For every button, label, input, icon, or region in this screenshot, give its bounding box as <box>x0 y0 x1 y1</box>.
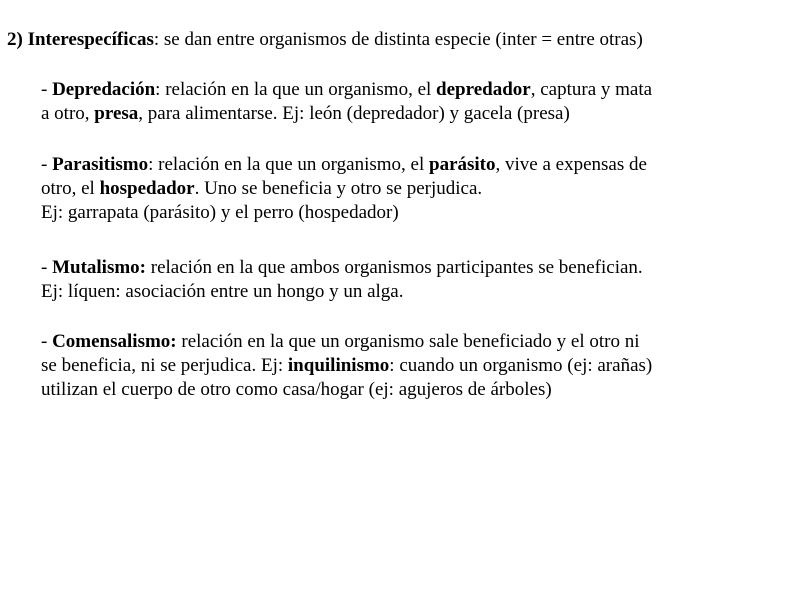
heading-text: : se dan entre organismos de distinta especie (inter = entre otras) <box>153 29 643 50</box>
item-term: Depredación <box>52 79 156 100</box>
item-line <box>41 354 781 378</box>
item-term: Mutalismo: <box>52 257 147 278</box>
item-line <box>41 177 781 201</box>
item-text: : cuando un organismo (ej: arañas) <box>389 355 653 376</box>
item-text: relación en la que un organismo sale beneficiado y el otro ni <box>176 331 640 352</box>
item-dash: - <box>41 331 53 352</box>
item-dash: - <box>41 79 53 100</box>
item-mutalismo <box>41 256 781 304</box>
item-bold-term: depredador <box>436 79 531 100</box>
item-text: : relación en la que un organismo, el <box>155 79 437 100</box>
item-text: , captura y mata <box>530 79 653 100</box>
item-text: otro, el <box>41 178 100 199</box>
item-term: Parasitismo <box>52 154 149 175</box>
item-bold-term: parásito <box>429 154 496 175</box>
item-line <box>41 78 781 102</box>
item-dash: - <box>41 257 53 278</box>
item-text: a otro, <box>41 103 95 124</box>
item-bold-term: presa <box>94 103 139 124</box>
section-heading <box>7 28 643 52</box>
item-line: Ej: líquen: asociación entre un hongo y un alga. <box>41 281 404 302</box>
item-term: Comensalismo: <box>52 331 177 352</box>
item-line <box>41 330 781 354</box>
item-comensalismo <box>41 330 781 402</box>
item-line <box>41 102 781 126</box>
item-text: relación en la que ambos organismos participantes se benefician. <box>146 257 643 278</box>
heading-number: 2) <box>7 29 28 50</box>
item-dash: - <box>41 154 53 175</box>
item-text: : relación en la que un organismo, el <box>148 154 429 175</box>
item-text: , para alimentarse. Ej: león (depredador) y gacela (presa) <box>138 103 570 124</box>
heading-term: Interespecíficas <box>27 29 154 50</box>
item-bold-term: hospedador <box>99 178 195 199</box>
item-line: utilizan el cuerpo de otro como casa/hogar (ej: agujeros de árboles) <box>41 379 552 400</box>
item-text: . Uno se beneficia y otro se perjudica. <box>194 178 483 199</box>
item-bold-term: inquilinismo <box>287 355 390 376</box>
item-text: , vive a expensas de <box>495 154 647 175</box>
item-depredacion <box>41 78 781 126</box>
item-text: se beneficia, ni se perjudica. Ej: <box>41 355 288 376</box>
item-line <box>41 153 781 177</box>
item-parasitismo <box>41 153 781 225</box>
item-line <box>41 256 781 280</box>
item-line: Ej: garrapata (parásito) y el perro (hospedador) <box>41 202 399 223</box>
